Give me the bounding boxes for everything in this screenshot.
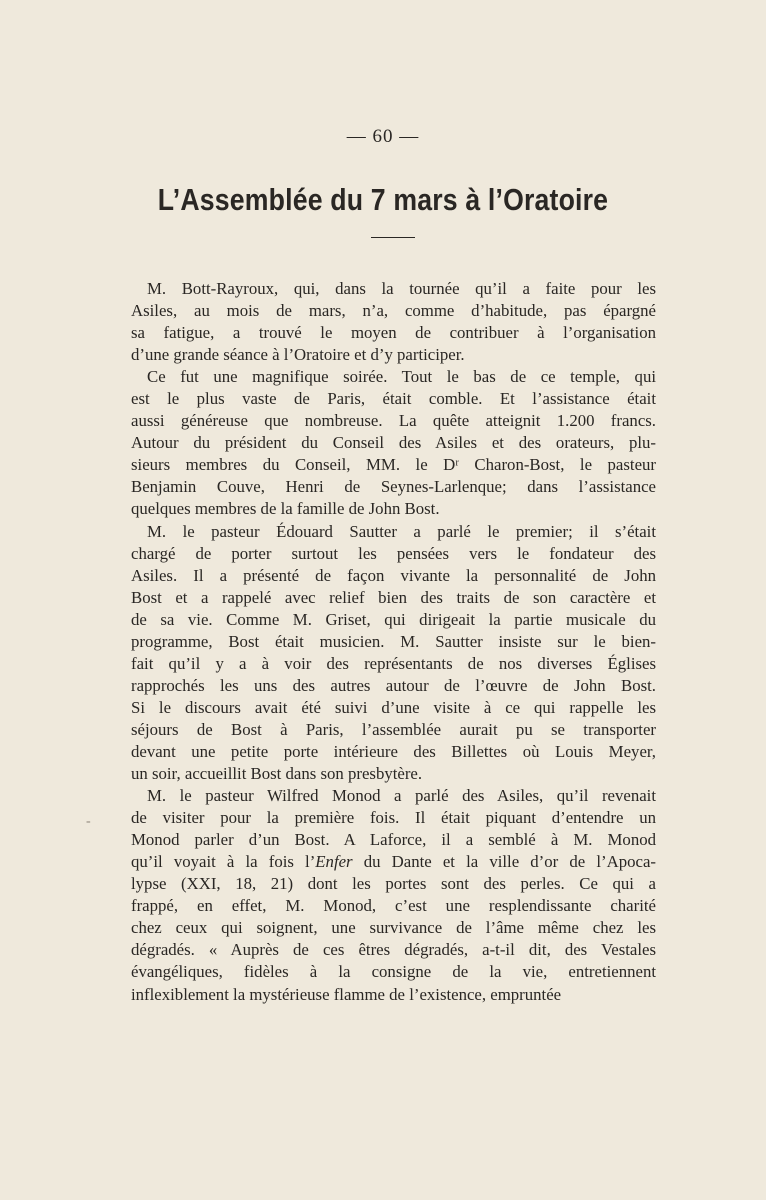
text-line: M. le pasteur Wilfred Monod a parlé des Asiles, qu’il revenait	[147, 786, 656, 806]
text-line: qu’il voyait à la fois l’Enfer du Dante et la ville d’or de l’Apoca-	[131, 852, 656, 872]
text-line: lypse (XXI, 18, 21) dont les portes sont des perles. Ce qui a	[131, 874, 656, 894]
text-line: Monod parler d’un Bost. A Laforce, il a semblé à M. Monod	[131, 830, 656, 850]
paragraph	[131, 366, 656, 520]
text-line: évangéliques, fidèles à la consigne de la vie, entretiennent	[131, 962, 656, 982]
text-line: M. Bott-Rayroux, qui, dans la tournée qu’il a faite pour les	[147, 279, 656, 298]
text-line: Autour du président du Conseil des Asiles et des orateurs, plu-	[131, 433, 656, 453]
text-line: Asiles, au mois de mars, n’a, comme d’habitude, pas épargné	[131, 301, 656, 321]
text-line: Si le discours avait été suivi d’une visite à ce qui rappelle les	[131, 697, 656, 717]
text-line: sieurs membres du Conseil, MM. le Dʳ Charon-Bost, le pasteur	[131, 455, 656, 475]
margin-tick: -	[86, 814, 91, 829]
text-line: séjours de Bost à Paris, l’assemblée aurait pu se transporter	[131, 719, 656, 739]
text-line: Benjamin Couve, Henri de Seynes-Larlenque; dans l’assistance	[131, 477, 656, 497]
text-line: chargé de porter surtout les pensées vers le fondateur des	[131, 543, 656, 563]
title-rule	[371, 237, 415, 238]
text-line: est le plus vaste de Paris, était comble. Et l’assistance était	[131, 389, 656, 409]
text-line: frappé, en effet, M. Monod, c’est une resplendissante charité	[131, 896, 656, 916]
text-line: fait qu’il y a à voir des représentants de nos diverses Églises	[131, 653, 656, 673]
page-number: — 60 —	[346, 126, 420, 147]
text-line: Bost et a rappelé avec relief bien des traits de son caractère et	[131, 587, 656, 607]
text-line: sa fatigue, a trouvé le moyen de contribuer à l’organisation	[131, 323, 656, 343]
text-line: chez ceux qui soignent, une survivance de l’âme même chez les	[131, 918, 656, 938]
text-line: de sa vie. Comme M. Griset, qui dirigeait la partie musicale du	[131, 609, 656, 629]
text-line: programme, Bost était musicien. M. Sautter insiste sur le bien-	[131, 631, 656, 651]
text-line: M. le pasteur Édouard Sautter a parlé le premier; il s’était	[147, 521, 656, 541]
text-line: quelques membres de la famille de John Bost.	[131, 499, 440, 519]
paragraph	[131, 521, 656, 786]
paragraph	[131, 278, 656, 366]
text-line: inflexiblement la mystérieuse flamme de l’existence, empruntée	[131, 984, 562, 1004]
text-line: devant une petite porte intérieure des Billettes où Louis Meyer,	[131, 741, 656, 761]
text-line: d’une grande séance à l’Oratoire et d’y participer.	[131, 345, 465, 365]
text-line: aussi généreuse que nombreuse. La quête atteignit 1.200 francs.	[131, 411, 656, 431]
text-line: Ce fut une magnifique soirée. Tout le bas de ce temple, qui	[147, 367, 656, 387]
text-line: de visiter pour la première fois. Il était piquant d’entendre un	[131, 808, 656, 828]
article-body	[131, 278, 656, 1006]
page-title: L’Assemblée du 7 mars à l’Oratoire	[157, 182, 609, 217]
paragraph	[131, 785, 656, 1005]
text-line: un soir, accueillit Bost dans son presbytère.	[131, 764, 423, 784]
text-line: rapprochés les uns des autres autour de l’œuvre de John Bost.	[131, 675, 656, 695]
text-line: Asiles. Il a présenté de façon vivante la personnalité de John	[131, 565, 656, 585]
text-line: dégradés. « Auprès de ces êtres dégradés, a-t-il dit, des Vestales	[131, 940, 656, 960]
